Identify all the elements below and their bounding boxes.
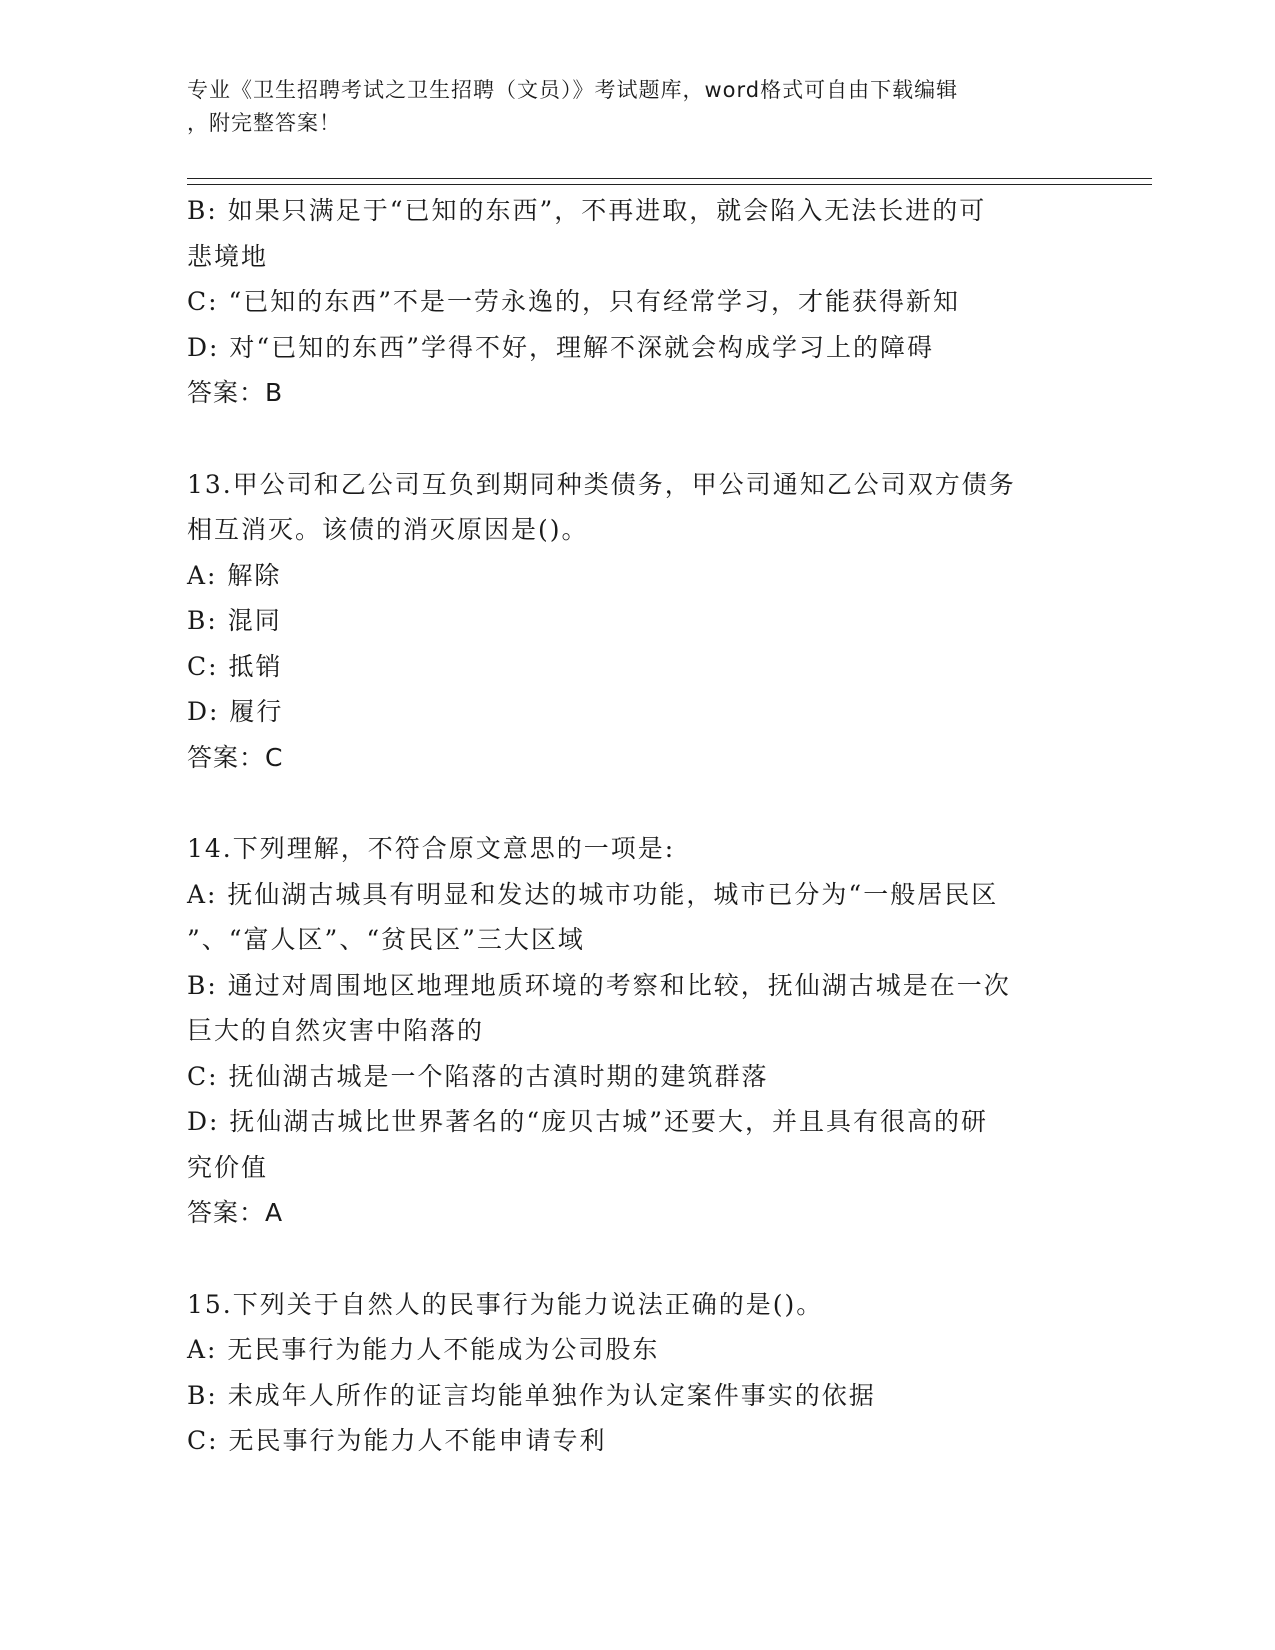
question-stem: 15.下列关于自然人的民事行为能力说法正确的是()。 bbox=[187, 1289, 824, 1319]
option-b-line-1: B: 通过对周围地区地理地质环境的考察和比较，抚仙湖古城是在一次 bbox=[187, 970, 1011, 1000]
option-a-line-2: ”、“富人区”、“贫民区”三大区域 bbox=[187, 925, 585, 954]
answer: 答案：A bbox=[187, 1198, 284, 1227]
document-body bbox=[187, 188, 1087, 1464]
question-stem-line-1: 13.甲公司和乙公司互负到期同种类债务，甲公司通知乙公司双方债务 bbox=[187, 469, 1016, 499]
option-d-line-2: 究价值 bbox=[187, 1152, 269, 1182]
header-line-2: ，附完整答案！ bbox=[187, 111, 341, 135]
option-d: D: 履行 bbox=[187, 697, 284, 726]
answer: 答案：B bbox=[187, 378, 284, 407]
option-b-line-2: 巨大的自然灾害中陷落的 bbox=[187, 1016, 485, 1045]
option-c: C: 抵销 bbox=[187, 651, 283, 681]
prev-question bbox=[187, 188, 1087, 416]
option-b: B: 混同 bbox=[187, 606, 282, 635]
option-a-line-1: A: 抚仙湖古城具有明显和发达的城市功能，城市已分为“一般居民区 bbox=[187, 879, 999, 909]
question-14 bbox=[187, 826, 1087, 1236]
option-c: C: 无民事行为能力人不能申请专利 bbox=[187, 1426, 607, 1455]
answer: 答案：C bbox=[187, 742, 284, 772]
option-d: D: 对“已知的东西”学得不好，理解不深就会构成学习上的障碍 bbox=[187, 332, 934, 362]
question-15 bbox=[187, 1282, 1087, 1464]
question-stem-line-2: 相互消灭。该债的消灭原因是()。 bbox=[187, 515, 589, 544]
option-b-line-2: 悲境地 bbox=[187, 241, 269, 271]
option-a: A: 无民事行为能力人不能成为公司股东 bbox=[187, 1335, 660, 1364]
option-b-line-1: B: 如果只满足于“已知的东西”，不再进取，就会陷入无法长进的可 bbox=[187, 196, 987, 225]
option-b: B: 未成年人所作的证言均能单独作为认定案件事实的依据 bbox=[187, 1380, 876, 1410]
option-c: C: “已知的东西”不是一劳永逸的，只有经常学习，才能获得新知 bbox=[187, 287, 961, 316]
question-stem: 14.下列理解，不符合原文意思的一项是: bbox=[187, 834, 676, 863]
header-rule-top bbox=[187, 178, 1152, 179]
option-d-line-1: D: 抚仙湖古城比世界著名的“庞贝古城”还要大，并且具有很高的研 bbox=[187, 1107, 988, 1136]
question-13 bbox=[187, 462, 1087, 781]
option-c: C: 抚仙湖古城是一个陷落的古滇时期的建筑群落 bbox=[187, 1061, 769, 1091]
option-a: A: 解除 bbox=[187, 560, 282, 590]
document-header bbox=[187, 74, 1067, 140]
header-line-1: 专业《卫生招聘考试之卫生招聘（文员）》考试题库，word格式可自由下载编辑 bbox=[187, 78, 959, 102]
header-rule-bottom bbox=[187, 184, 1152, 185]
